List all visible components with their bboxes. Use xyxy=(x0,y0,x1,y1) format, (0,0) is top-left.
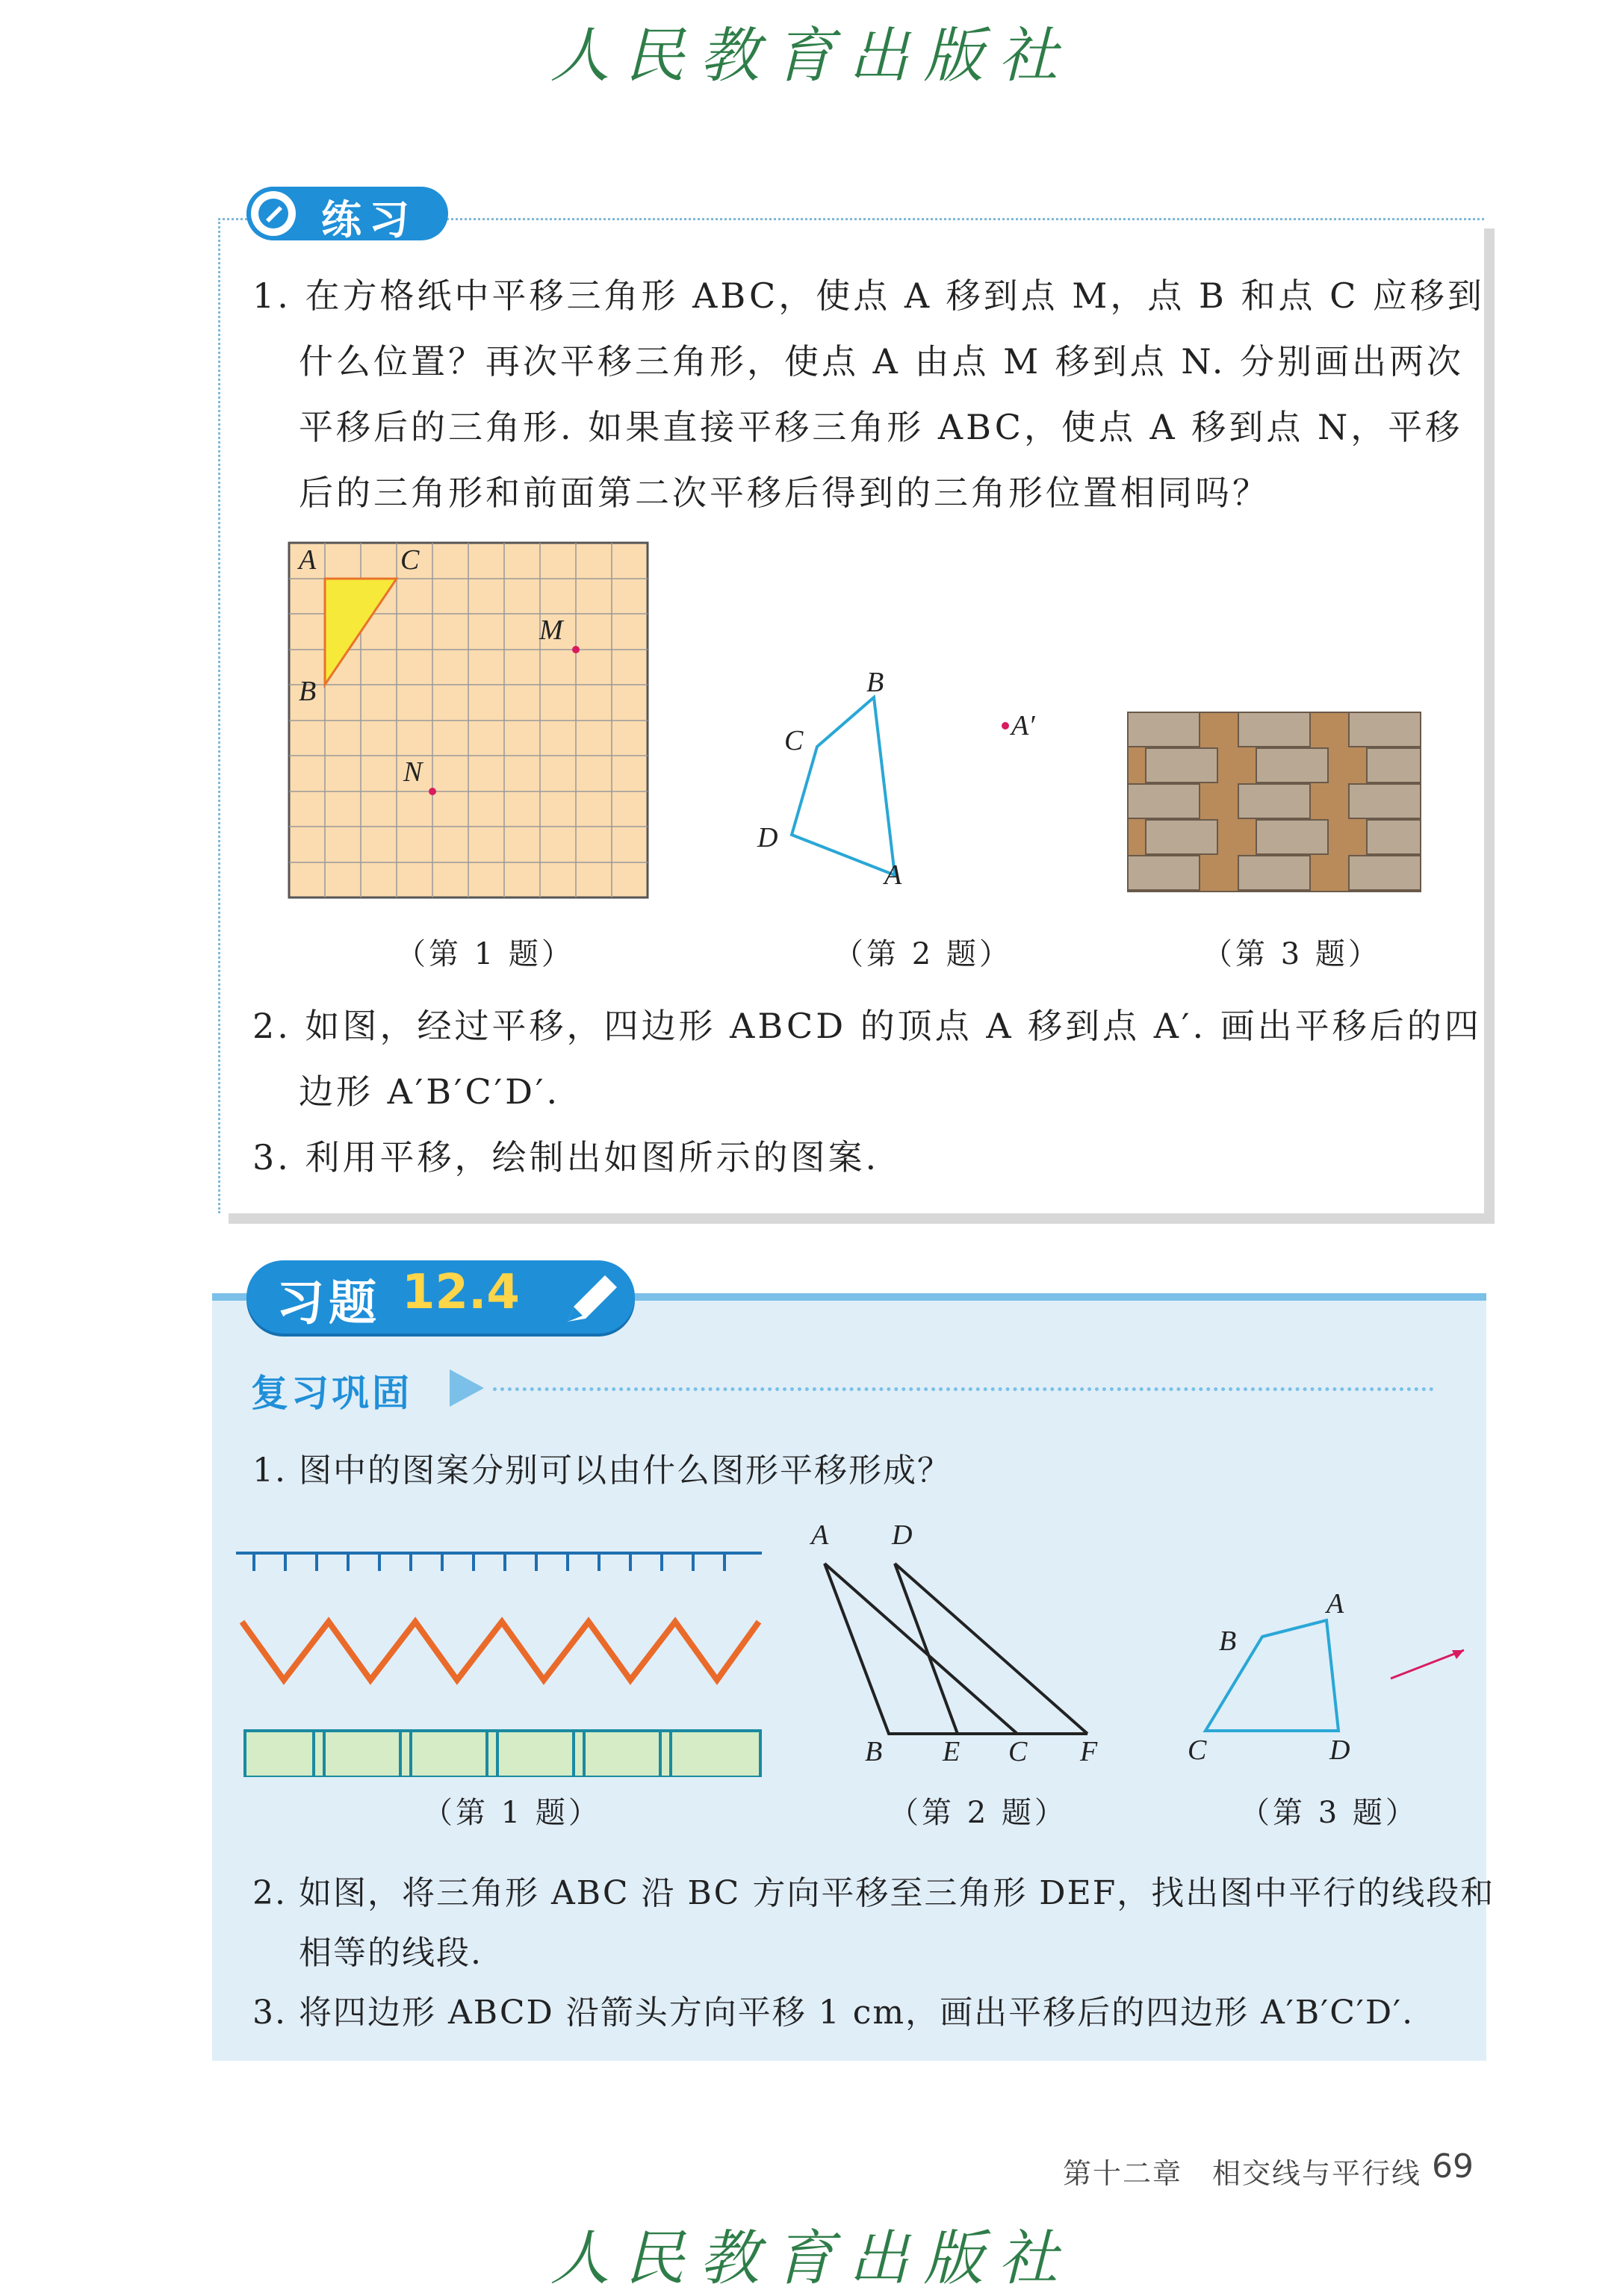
review-dotted-rule xyxy=(493,1387,1434,1391)
practice-q3: 3. 利用平移，绘制出如图所示的图案. xyxy=(252,1137,880,1177)
exercise-number: 12.4 xyxy=(402,1265,520,1320)
fig2-label-b: B xyxy=(866,667,884,698)
ex-fig3-label-c: C xyxy=(1188,1735,1207,1766)
fig2-label-a-prime: A′ xyxy=(1011,710,1035,741)
exercise-q2-line2: 相等的线段. xyxy=(299,1934,482,1972)
practice-label: 练习 xyxy=(321,196,417,243)
publisher-watermark-top: 人民教育出版社 xyxy=(550,21,1073,90)
comb-pattern xyxy=(236,1553,762,1571)
brick-wall-figure xyxy=(1126,711,1425,897)
label-c: C xyxy=(400,544,420,576)
practice-q1-line3: 平移后的三角形. 如果直接平移三角形 ABC，使点 A 移到点 N，平移 xyxy=(299,407,1463,447)
ex-fig2-label-b: B xyxy=(865,1736,883,1767)
ex-fig2-label-d: D xyxy=(892,1519,913,1551)
practice-q1-line1: 1. 在方格纸中平移三角形 ABC，使点 A 移到点 M，点 B 和点 C 应移到 xyxy=(252,276,1485,316)
pattern-figures xyxy=(232,1538,769,1777)
pencil-circle-icon xyxy=(246,187,300,240)
practice-q2-line1: 2. 如图，经过平移，四边形 ABCD 的顶点 A 移到点 A′. 画出平移后的四 xyxy=(252,1006,1482,1046)
point-n xyxy=(429,788,436,795)
ex-fig3-label-a: A xyxy=(1326,1588,1344,1620)
ex-fig2-label-f: F xyxy=(1080,1736,1098,1767)
ex-fig2-label-e: E xyxy=(943,1736,961,1767)
point-m xyxy=(572,646,580,653)
ex-fig2-label-c: C xyxy=(1008,1736,1028,1767)
exercise-q3: 3. 将四边形 ABCD 沿箭头方向平移 1 cm，画出平移后的四边形 A′B′C′D′. xyxy=(252,1994,1415,2032)
caption-fig3: （第 3 题） xyxy=(1202,937,1381,971)
strip-pattern xyxy=(245,1731,760,1777)
caption-fig1: （第 1 题） xyxy=(396,937,574,971)
zigzag-pattern xyxy=(242,1622,759,1680)
ex-caption-fig1: （第 1 题） xyxy=(423,1796,601,1830)
page-number: 69 xyxy=(1432,2147,1474,2185)
label-m: M xyxy=(539,615,563,646)
practice-q1-line4: 后的三角形和前面第二次平移后得到的三角形位置相同吗？ xyxy=(299,473,1270,513)
ex-fig3-label-b: B xyxy=(1219,1625,1237,1657)
pencil-icon xyxy=(559,1269,626,1332)
direction-arrow-icon xyxy=(1391,1650,1464,1679)
publisher-watermark-bottom: 人民教育出版社 xyxy=(550,2224,1073,2293)
label-n: N xyxy=(403,756,423,788)
ex-caption-fig3: （第 3 题） xyxy=(1240,1796,1418,1830)
review-section-label: 复习巩固 xyxy=(251,1372,412,1415)
fig2-label-a: A xyxy=(884,859,902,891)
grid-triangle-figure xyxy=(284,538,657,903)
fig2-label-c: C xyxy=(784,725,804,756)
exercise-q2-line1: 2. 如图，将三角形 ABC 沿 BC 方向平移至三角形 DEF，找出图中平行的线段和 xyxy=(252,1874,1495,1912)
ex-fig3-label-d: D xyxy=(1329,1735,1350,1766)
footer-chapter: 第十二章 相交线与平行线 xyxy=(1062,2157,1421,2190)
ex-fig2-label-a: A xyxy=(811,1519,829,1551)
quadrilateral-figure xyxy=(762,672,1076,896)
practice-q1-line2: 什么位置？再次平移三角形，使点 A 由点 M 移到点 N. 分别画出两次 xyxy=(299,341,1464,382)
translated-triangles-figure xyxy=(807,1553,1120,1747)
fig2-label-d: D xyxy=(757,822,778,853)
point-a-prime xyxy=(1002,722,1009,729)
label-a: A xyxy=(299,544,317,576)
ex-caption-fig2: （第 2 题） xyxy=(889,1796,1067,1830)
exercise-title: 习题 xyxy=(276,1276,381,1331)
caption-fig2: （第 2 题） xyxy=(834,937,1012,971)
practice-q2-line2: 边形 A′B′C′D′. xyxy=(299,1071,561,1112)
exercise-q1: 1. 图中的图案分别可以由什么图形平移形成？ xyxy=(252,1452,952,1490)
quadrilateral-arrow-figure xyxy=(1195,1598,1509,1747)
triangle-arrow-icon xyxy=(448,1368,485,1411)
label-b: B xyxy=(299,676,317,707)
